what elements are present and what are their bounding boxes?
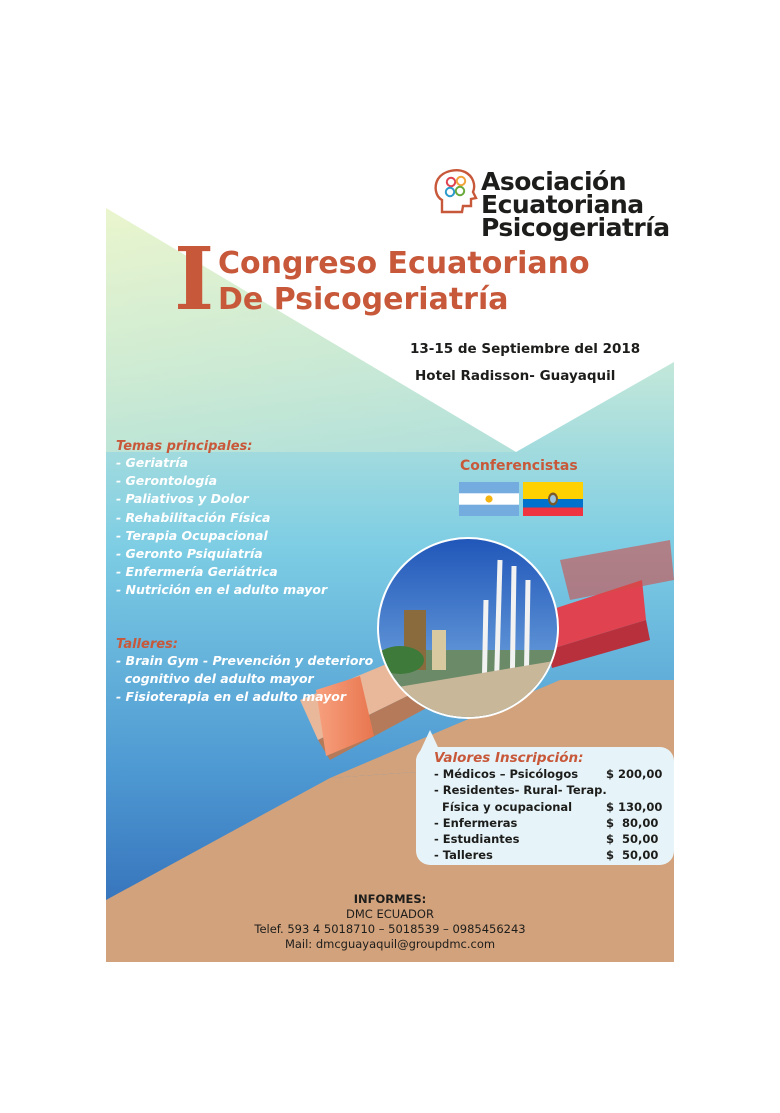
head-logo-icon <box>432 168 478 214</box>
list-item: - Brain Gym - Prevención y deterioro <box>116 653 374 668</box>
list-item: - Enfermería Geriátrica <box>116 564 278 580</box>
valores-list <box>434 766 607 864</box>
temas-heading: Temas principales: <box>116 439 253 454</box>
informes-mail: Mail: dmcguayaquil@groupdmc.com <box>284 937 496 951</box>
informes-phone: Telef. 593 4 5018710 – 5018539 – 0985456243 <box>254 922 526 936</box>
price-label: - Enfermeras <box>434 815 518 830</box>
price-label: Física y ocupacional <box>434 799 573 814</box>
price-label: - Talleres <box>434 848 493 863</box>
list-item: - Fisioterapia en el adulto mayor <box>116 689 347 705</box>
event-date: 13-15 de Septiembre del 2018 <box>410 341 641 357</box>
talleres-heading: Talleres: <box>116 637 178 652</box>
price-value: $ 50,00 <box>606 832 659 847</box>
title-line-2: De Psicogeriatría <box>218 282 509 317</box>
conferencistas-heading: Conferencistas <box>460 458 578 474</box>
price-value <box>606 782 662 798</box>
list-item: - Geronto Psiquiatría <box>116 546 263 562</box>
informes-company: DMC ECUADOR <box>346 907 434 921</box>
list-item: - Paliativos y Dolor <box>116 491 249 507</box>
informes-heading: INFORMES: <box>353 892 427 906</box>
list-item: - Geriatría <box>116 455 189 470</box>
event-place: Hotel Radisson- Guayaquil <box>415 368 616 384</box>
ecuador-flag-icon <box>523 482 583 516</box>
price-label: - Residentes- Rural- Terap. <box>434 783 607 798</box>
argentina-flag-icon <box>459 482 519 516</box>
price-label: - Estudiantes <box>434 832 520 847</box>
valores-prices <box>606 766 662 864</box>
list-item: - Terapia Ocupacional <box>116 527 268 543</box>
price-value: $ 200,00 <box>606 767 663 781</box>
congress-title <box>218 246 590 318</box>
congress-numeral: I <box>174 229 215 330</box>
list-item: - Gerontología <box>116 473 218 489</box>
title-line-1: Congreso Ecuatoriano <box>218 246 590 281</box>
price-value: $ 50,00 <box>606 848 659 863</box>
valores-heading: Valores Inscripción: <box>434 750 584 766</box>
temas-section <box>116 439 327 600</box>
price-value: $ 130,00 <box>606 799 663 814</box>
association-logo-text <box>481 167 670 242</box>
logo-line-3: Psicogeriatría <box>481 213 670 242</box>
list-item: - Rehabilitación Física <box>116 509 271 525</box>
logo-line-2: Ecuatoriana <box>481 190 644 219</box>
logo-line-1: Asociación <box>481 167 627 196</box>
price-label: - Médicos – Psicólogos <box>434 767 579 781</box>
list-item: cognitivo del adulto mayor <box>116 671 314 687</box>
talleres-section <box>116 637 373 707</box>
price-value: $ 80,00 <box>606 815 659 830</box>
list-item: - Nutrición en el adulto mayor <box>116 582 328 598</box>
